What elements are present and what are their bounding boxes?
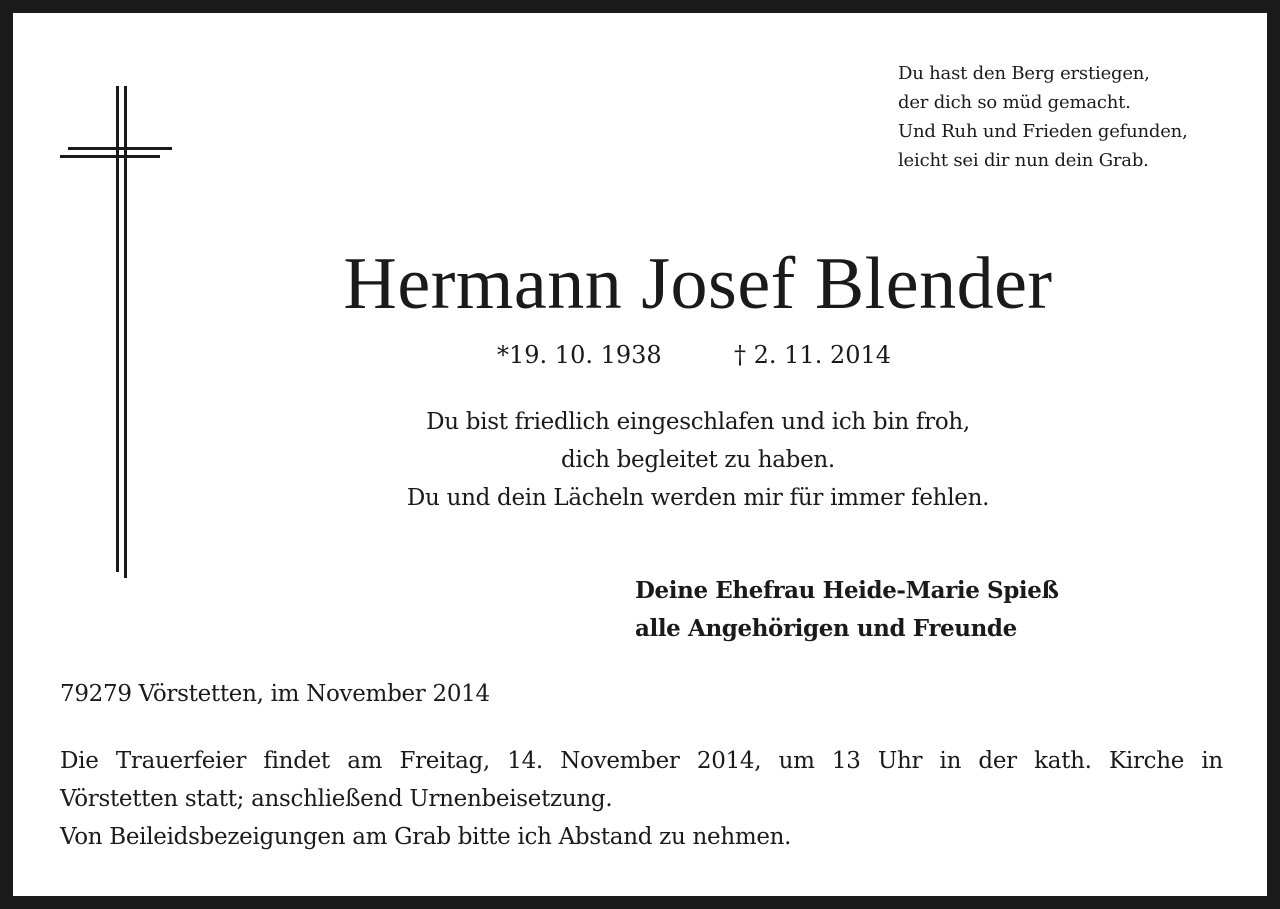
birth-date: *19. 10. 1938 — [497, 341, 662, 369]
poem-line: Du hast den Berg erstiegen, — [898, 63, 1150, 84]
poem — [898, 59, 1258, 175]
poem-line: leicht sei dir nun dein Grab. — [898, 150, 1149, 171]
farewell-verse — [313, 403, 1083, 517]
verse-line: dich begleitet zu haben. — [561, 447, 835, 473]
death-date: † 2. 11. 2014 — [734, 341, 892, 369]
signer-line: alle Angehörigen und Freunde — [635, 615, 1017, 642]
notice-line: Vörstetten statt; anschließend Urnenbeisetzung. — [60, 786, 613, 812]
place-and-date: 79279 Vörstetten, im November 2014 — [60, 681, 490, 707]
notice-line: Die Trauerfeier findet am Freitag, 14. November 2014, um 13 Uhr in der kath. Kirche in — [60, 748, 1223, 774]
verse-line: Du und dein Lächeln werden mir für immer fehlen. — [406, 485, 990, 511]
funeral-notice — [60, 742, 1223, 856]
notice-line: Von Beileidsbezeigungen am Grab bitte ich Abstand zu nehmen. — [60, 824, 792, 850]
poem-line: der dich so müd gemacht. — [898, 92, 1131, 113]
deceased-name: Hermann Josef Blender — [343, 243, 1053, 325]
verse-line: Du bist friedlich eingeschlafen und ich bin froh, — [426, 409, 970, 435]
obituary-notice — [13, 13, 1267, 896]
poem-line: Und Ruh und Frieden gefunden, — [898, 121, 1188, 142]
signer-line: Deine Ehefrau Heide-Marie Spieß — [635, 577, 1059, 604]
signers — [635, 572, 1235, 648]
cross-icon — [60, 86, 172, 578]
